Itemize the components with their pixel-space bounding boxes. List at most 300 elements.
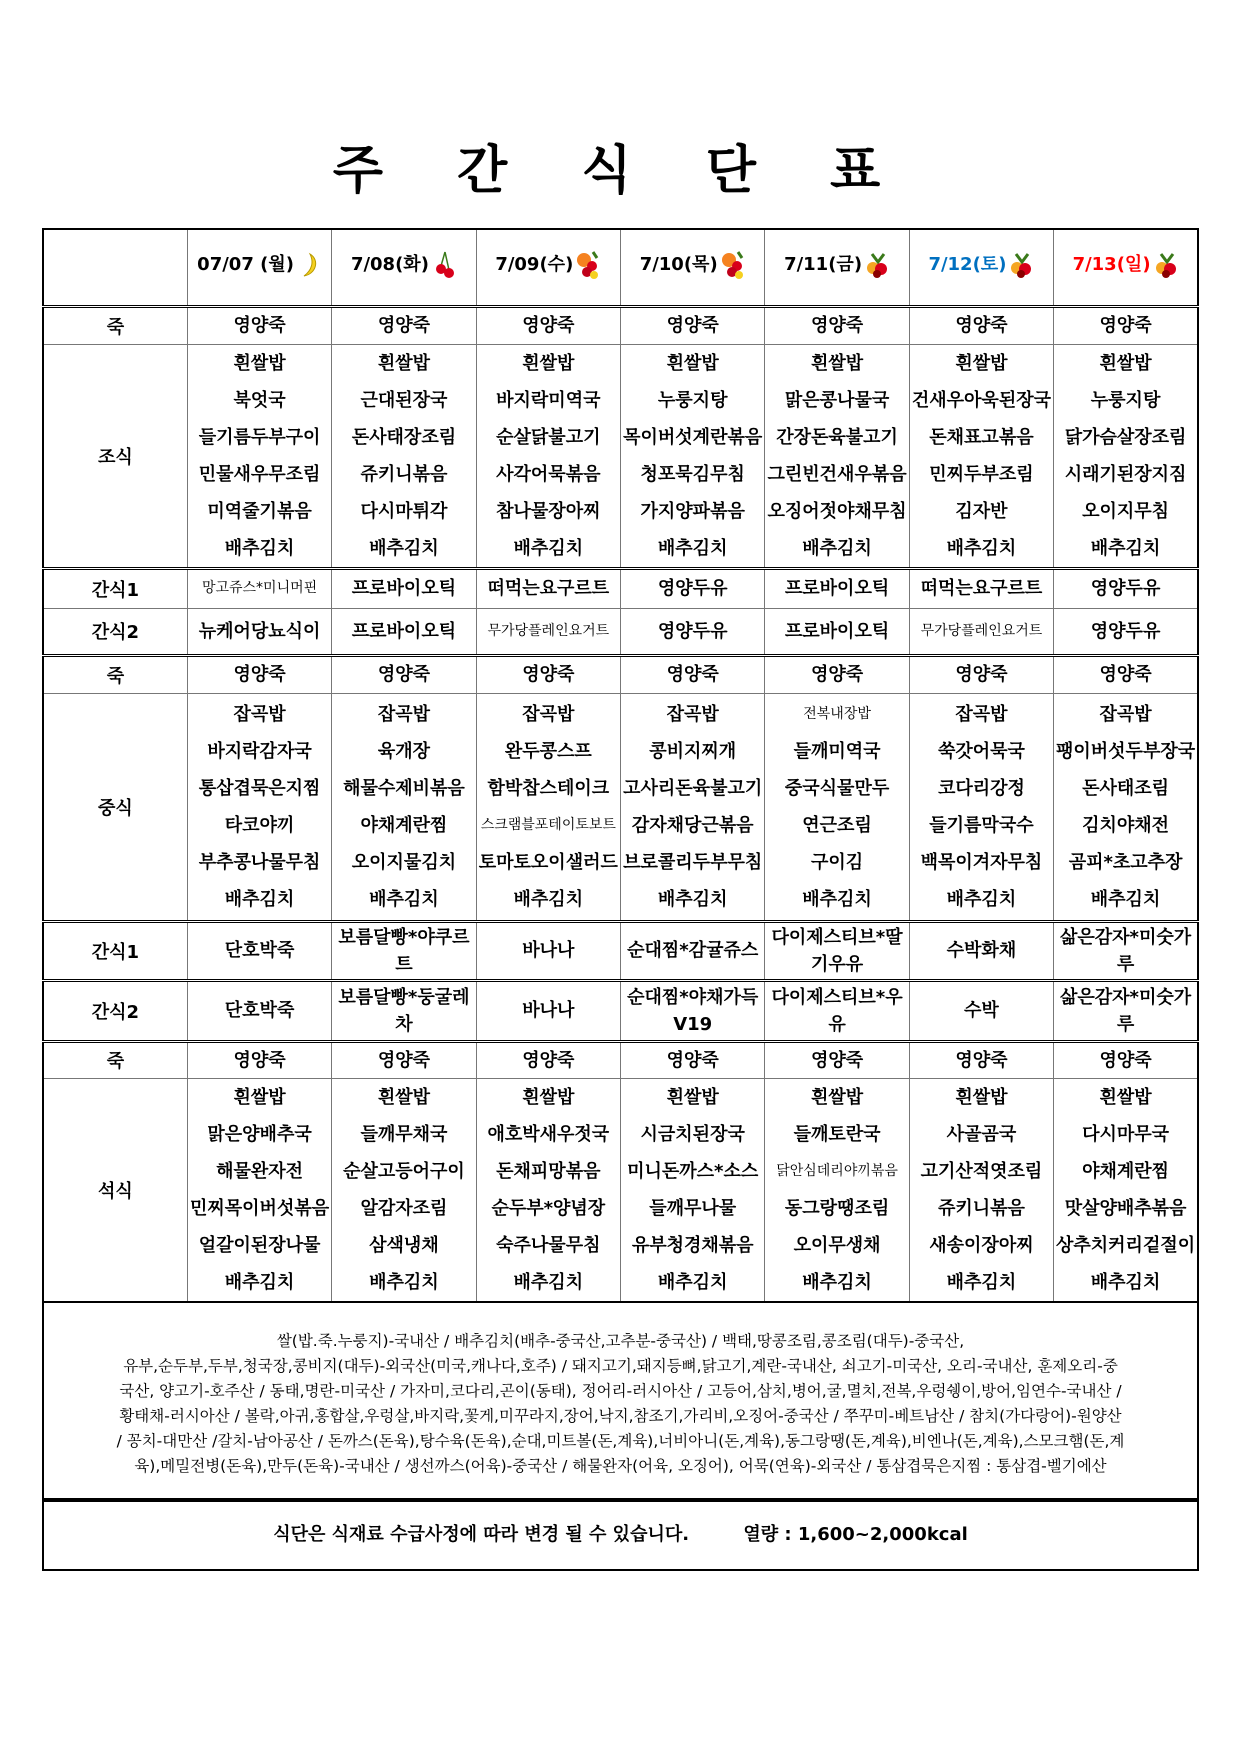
menu-cell bbox=[332, 344, 476, 568]
menu-item: 영양죽 bbox=[377, 664, 431, 685]
menu-item: 떠먹는요구르트 bbox=[920, 578, 1043, 599]
menu-item: 영양두유 bbox=[657, 578, 728, 599]
day-label: 7/09(수) bbox=[495, 253, 574, 275]
menu-item: 흰쌀밥 bbox=[1099, 352, 1152, 374]
menu-item: 들깨토란국 bbox=[793, 1123, 881, 1145]
menu-cell bbox=[909, 608, 1053, 655]
menu-item: 간장돈육불고기 bbox=[776, 426, 898, 448]
menu-item: 영양죽 bbox=[810, 315, 864, 336]
meal-row bbox=[43, 1078, 1198, 1302]
menu-item: 건새우아욱된장국 bbox=[911, 389, 1051, 411]
menu-item: 흰쌀밥 bbox=[377, 1086, 431, 1108]
menu-cell bbox=[332, 608, 476, 655]
menu-item: 배추김치 bbox=[513, 537, 584, 559]
menu-item: 애호박새우젓국 bbox=[487, 1123, 610, 1145]
menu-item: 다이제스티브*딸기우유 bbox=[771, 926, 903, 975]
menu-item: 잡곡밥 bbox=[522, 703, 575, 725]
fruit-wrap bbox=[575, 250, 601, 285]
menu-item: 영양죽 bbox=[522, 315, 575, 336]
menu-cell bbox=[332, 306, 476, 344]
menu-item: 돈사태장조림 bbox=[351, 426, 457, 448]
cherry-icon bbox=[431, 250, 457, 280]
weekly-menu-table bbox=[42, 228, 1199, 1303]
menu-item: 사각어묵볶음 bbox=[496, 463, 601, 485]
menu-item: 잡곡밥 bbox=[955, 703, 1008, 725]
menu-item: 들깨무나물 bbox=[649, 1197, 737, 1219]
menu-item: 잡곡밥 bbox=[666, 703, 719, 725]
menu-cell bbox=[1054, 568, 1198, 608]
menu-item: 영양죽 bbox=[666, 664, 719, 685]
menu-cell bbox=[476, 921, 620, 980]
menu-item: 삶은감자*미숫가루 bbox=[1059, 926, 1192, 975]
menu-item: 보름달빵*둥굴레차 bbox=[338, 986, 470, 1035]
menu-item: 고기산적엿조림 bbox=[920, 1160, 1043, 1182]
menu-item: 맑은양배추국 bbox=[207, 1123, 312, 1145]
meal-label: 조식 bbox=[43, 344, 187, 568]
fruit-basket-icon bbox=[720, 250, 746, 280]
menu-item: 북엇국 bbox=[233, 389, 286, 411]
menu-item: 배추김치 bbox=[946, 537, 1017, 559]
menu-cell bbox=[1054, 608, 1198, 655]
menu-item: 잡곡밥 bbox=[377, 703, 431, 725]
origin-line: 유부,순두부,두부,청국장,콩비지(대두)-외국산(미국,캐나다,호주) / 돼지고기,돼지등뼈,닭고기,계란-국내산, 쇠고기-미국산, 오리-국내산, 훈제오리-중 bbox=[123, 1357, 1118, 1375]
menu-item: 미니돈까스*소스 bbox=[627, 1160, 759, 1182]
menu-item: 완두콩스프 bbox=[504, 740, 592, 762]
menu-item: 오징어젓야채무침 bbox=[767, 500, 907, 522]
menu-cell bbox=[1054, 306, 1198, 344]
menu-item: 누룽지탕 bbox=[1090, 389, 1161, 411]
menu-item: 알감자조림 bbox=[360, 1197, 448, 1219]
menu-item: 프로바이오틱 bbox=[351, 620, 457, 642]
day-header bbox=[476, 229, 620, 306]
day-header bbox=[765, 229, 909, 306]
change-notice: 식단은 식재료 수급사정에 따라 변경 될 수 있습니다. bbox=[273, 1524, 690, 1545]
menu-item: 영양죽 bbox=[233, 315, 286, 336]
banana-icon bbox=[296, 250, 322, 280]
calorie-info: 열량 : 1,600~2,000kcal bbox=[743, 1524, 968, 1545]
menu-item: 순살고등어구이 bbox=[343, 1160, 465, 1182]
menu-item: 흰쌀밥 bbox=[955, 352, 1008, 374]
menu-item: 배추김치 bbox=[946, 1271, 1017, 1293]
menu-item: 쥬키니볶음 bbox=[360, 463, 448, 485]
menu-item: 육개장 bbox=[377, 740, 431, 762]
origin-line: 황태채-러시아산 / 볼락,아귀,홍합살,우렁살,바지락,꽃게,미꾸라지,장어,낙지,참조기,가리비,오징어-중국산 / 쭈꾸미-베트남산 / 참치(가다랑어)-원양산 bbox=[119, 1407, 1122, 1425]
menu-cell bbox=[1054, 655, 1198, 693]
menu-cell bbox=[621, 655, 765, 693]
meal-label: 간식1 bbox=[43, 921, 187, 980]
day-header bbox=[1054, 229, 1198, 306]
menu-item: 배추김치 bbox=[1090, 888, 1161, 910]
menu-cell bbox=[909, 693, 1053, 921]
menu-cell bbox=[476, 655, 620, 693]
menu-item: 미역줄기볶음 bbox=[207, 500, 312, 522]
menu-item: 참나물장아찌 bbox=[496, 500, 601, 522]
menu-item: 해물수제비볶음 bbox=[343, 777, 465, 799]
menu-item: 배추김치 bbox=[1090, 537, 1161, 559]
menu-cell bbox=[187, 921, 331, 980]
menu-item: 돈채피망볶음 bbox=[496, 1160, 601, 1182]
menu-item: 배추김치 bbox=[802, 537, 872, 559]
menu-item: 들깨무채국 bbox=[360, 1123, 448, 1145]
day-label: 07/07 (월) bbox=[197, 253, 294, 275]
menu-item: 청포묵김무침 bbox=[640, 463, 745, 485]
menu-cell bbox=[332, 1041, 476, 1078]
origin-notes bbox=[42, 1299, 1199, 1500]
menu-item: 삼색냉채 bbox=[369, 1234, 439, 1256]
menu-cell bbox=[187, 693, 331, 921]
menu-cell bbox=[1054, 1041, 1198, 1078]
fruit-wrap bbox=[1153, 250, 1179, 285]
menu-cell bbox=[187, 306, 331, 344]
menu-item: 배추김치 bbox=[224, 537, 295, 559]
menu-item: 브로콜리두부무침 bbox=[623, 851, 763, 873]
menu-item: 영양두유 bbox=[1090, 578, 1161, 599]
menu-item: 중국식물만두 bbox=[784, 777, 890, 799]
menu-cell bbox=[476, 568, 620, 608]
day-label: 7/10(목) bbox=[639, 253, 718, 275]
menu-item: 다시마튀각 bbox=[360, 500, 448, 522]
fruit-basket-icon bbox=[575, 250, 601, 280]
fruit-bowl-icon bbox=[1153, 250, 1179, 280]
menu-item: 민찌두부조림 bbox=[929, 463, 1034, 485]
menu-cell bbox=[765, 306, 909, 344]
menu-item: 시금치된장국 bbox=[640, 1123, 745, 1145]
menu-cell bbox=[1054, 693, 1198, 921]
menu-cell bbox=[476, 608, 620, 655]
menu-item: 맑은콩나물국 bbox=[784, 389, 890, 411]
menu-item: 배추김치 bbox=[657, 888, 728, 910]
menu-item: 스크램블포테이토보트 bbox=[480, 816, 616, 833]
menu-item: 바나나 bbox=[522, 1000, 575, 1021]
menu-item: 숙주나물무침 bbox=[496, 1234, 601, 1256]
menu-item: 시래기된장지짐 bbox=[1064, 463, 1187, 485]
menu-item: 배추김치 bbox=[513, 1271, 584, 1293]
menu-item: 김치야채전 bbox=[1082, 814, 1170, 836]
menu-item: 김자반 bbox=[955, 500, 1008, 522]
menu-item: 바지락미역국 bbox=[496, 389, 601, 411]
menu-item: 영양두유 bbox=[1090, 620, 1161, 642]
menu-item: 영양죽 bbox=[1099, 315, 1152, 336]
fruit-wrap bbox=[720, 250, 746, 285]
menu-item: 민찌목이버섯볶음 bbox=[190, 1197, 330, 1219]
menu-item: 영양죽 bbox=[377, 315, 431, 336]
menu-item: 프로바이오틱 bbox=[784, 620, 890, 642]
menu-cell bbox=[621, 1041, 765, 1078]
menu-item: 영양죽 bbox=[1099, 664, 1152, 685]
day-header bbox=[909, 229, 1053, 306]
menu-item: 들기름막국수 bbox=[929, 814, 1034, 836]
footer-bar bbox=[42, 1500, 1199, 1571]
origin-line: / 꽁치-대만산 /갈치-남아공산 / 돈까스(돈육),탕수육(돈육),순대,미트볼(돈,계육),너비아니(돈,계육),동그랑땡(돈,계육),비엔나(돈,계육),스모크햄(돈,계 bbox=[116, 1432, 1125, 1450]
menu-cell bbox=[765, 608, 909, 655]
menu-item: 순살닭불고기 bbox=[496, 426, 601, 448]
menu-item: 수박화채 bbox=[946, 940, 1017, 961]
menu-cell bbox=[765, 568, 909, 608]
menu-item: 들깨미역국 bbox=[793, 740, 881, 762]
menu-cell bbox=[909, 921, 1053, 980]
menu-item: 순대찜*감귤쥬스 bbox=[627, 940, 759, 961]
menu-item: 민물새우무조림 bbox=[198, 463, 321, 485]
menu-item: 순두부*양념장 bbox=[491, 1197, 606, 1219]
day-label: 7/11(금) bbox=[784, 253, 863, 275]
menu-cell bbox=[1054, 921, 1198, 980]
menu-item: 돈사태조림 bbox=[1082, 777, 1170, 799]
menu-item: 오이지물김치 bbox=[351, 851, 457, 873]
meal-label: 석식 bbox=[43, 1078, 187, 1302]
menu-cell bbox=[621, 980, 765, 1041]
fruit-wrap bbox=[296, 250, 322, 285]
menu-cell bbox=[476, 980, 620, 1041]
menu-cell bbox=[187, 344, 331, 568]
menu-item: 상추치커리겉절이 bbox=[1056, 1234, 1196, 1256]
menu-cell bbox=[621, 608, 765, 655]
menu-item: 영양두유 bbox=[657, 620, 728, 642]
menu-item: 곰피*초고추장 bbox=[1068, 851, 1183, 873]
meal-label: 간식2 bbox=[43, 980, 187, 1041]
menu-item: 영양죽 bbox=[810, 664, 864, 685]
fruit-wrap bbox=[1008, 250, 1034, 285]
menu-cell bbox=[621, 1078, 765, 1302]
menu-item: 배추김치 bbox=[369, 537, 439, 559]
menu-cell bbox=[332, 1078, 476, 1302]
meal-label: 중식 bbox=[43, 693, 187, 921]
menu-item: 영양죽 bbox=[955, 315, 1008, 336]
menu-cell bbox=[765, 980, 909, 1041]
menu-item: 영양죽 bbox=[233, 664, 286, 685]
menu-item: 영양죽 bbox=[810, 1049, 864, 1071]
menu-item: 흰쌀밥 bbox=[233, 352, 286, 374]
fruit-bowl-icon bbox=[864, 250, 890, 280]
corner-cell bbox=[43, 229, 187, 306]
origin-line: 국산, 양고기-호주산 / 동태,명란-미국산 / 가자미,코다리,곤이(동태), 정어리-러시아산 / 고등어,삼치,병어,굴,멸치,전복,우렁쉥이,방어,임연수-국내산 / bbox=[119, 1382, 1122, 1400]
menu-item: 영양죽 bbox=[233, 1049, 286, 1071]
menu-item: 순대찜*야채가득 V19 bbox=[627, 986, 759, 1035]
menu-cell bbox=[909, 1078, 1053, 1302]
fruit-bowl-icon bbox=[1008, 250, 1034, 280]
menu-item: 영양죽 bbox=[522, 1049, 575, 1071]
menu-cell bbox=[187, 608, 331, 655]
menu-item: 흰쌀밥 bbox=[233, 1086, 286, 1108]
menu-cell bbox=[476, 344, 620, 568]
menu-item: 프로바이오틱 bbox=[784, 578, 890, 599]
meal-row bbox=[43, 306, 1198, 344]
menu-item: 함박찹스테이크 bbox=[487, 777, 610, 799]
menu-item: 흰쌀밥 bbox=[377, 352, 431, 374]
menu-item: 돈채표고볶음 bbox=[929, 426, 1034, 448]
menu-item: 뉴케어당뇨식이 bbox=[198, 620, 321, 642]
menu-cell bbox=[1054, 1078, 1198, 1302]
menu-cell bbox=[476, 693, 620, 921]
menu-item: 백목이겨자무침 bbox=[920, 851, 1043, 873]
menu-cell bbox=[765, 1041, 909, 1078]
meal-row bbox=[43, 344, 1198, 568]
meal-label: 간식2 bbox=[43, 608, 187, 655]
menu-cell bbox=[621, 693, 765, 921]
menu-item: 토마토오이샐러드 bbox=[478, 851, 618, 873]
menu-item: 영양죽 bbox=[522, 664, 575, 685]
menu-item: 맛살양배추볶음 bbox=[1064, 1197, 1187, 1219]
menu-cell bbox=[1054, 344, 1198, 568]
menu-item: 배추김치 bbox=[1090, 1271, 1161, 1293]
menu-item: 근대된장국 bbox=[360, 389, 448, 411]
menu-cell bbox=[332, 921, 476, 980]
meal-label: 죽 bbox=[43, 1041, 187, 1078]
menu-item: 삶은감자*미숫가루 bbox=[1059, 986, 1192, 1035]
origin-line: 쌀(밥.죽.누룽지)-국내산 / 배추김치(배추-중국산,고추분-중국산) / 백태,땅콩조림,콩조림(대두)-중국산, bbox=[276, 1332, 965, 1350]
meal-row bbox=[43, 980, 1198, 1041]
menu-cell bbox=[332, 568, 476, 608]
day-header bbox=[332, 229, 476, 306]
menu-item: 바지락감자국 bbox=[207, 740, 312, 762]
menu-item: 배추김치 bbox=[657, 537, 728, 559]
menu-item: 배추김치 bbox=[657, 1271, 728, 1293]
menu-cell bbox=[332, 693, 476, 921]
menu-item: 전복내장밥 bbox=[803, 705, 871, 722]
menu-item: 배추김치 bbox=[369, 1271, 439, 1293]
meal-row bbox=[43, 655, 1198, 693]
meal-row bbox=[43, 608, 1198, 655]
menu-cell bbox=[765, 693, 909, 921]
menu-item: 배추김치 bbox=[802, 1271, 872, 1293]
menu-item: 흰쌀밥 bbox=[810, 352, 864, 374]
menu-item: 유부청경채볶음 bbox=[631, 1234, 754, 1256]
menu-cell bbox=[909, 980, 1053, 1041]
menu-item: 단호박죽 bbox=[224, 940, 295, 961]
meal-label: 죽 bbox=[43, 655, 187, 693]
menu-cell bbox=[187, 1041, 331, 1078]
menu-item: 흰쌀밥 bbox=[955, 1086, 1008, 1108]
menu-item: 무가당플레인요거트 bbox=[487, 622, 610, 639]
menu-item: 흰쌀밥 bbox=[666, 1086, 719, 1108]
header-row bbox=[43, 229, 1198, 306]
menu-item: 코다리강정 bbox=[937, 777, 1025, 799]
menu-item: 사골곰국 bbox=[946, 1123, 1017, 1145]
menu-item: 목이버섯계란볶음 bbox=[623, 426, 763, 448]
menu-item: 수박 bbox=[964, 1000, 999, 1021]
menu-cell bbox=[332, 980, 476, 1041]
menu-item: 누룽지탕 bbox=[657, 389, 728, 411]
menu-item: 망고쥬스*미니머핀 bbox=[201, 580, 318, 596]
page-title: 주 간 식 단 표 bbox=[332, 141, 909, 201]
menu-item: 연근조림 bbox=[802, 814, 872, 836]
meal-label: 죽 bbox=[43, 306, 187, 344]
menu-item: 다시마무국 bbox=[1082, 1123, 1170, 1145]
menu-cell bbox=[476, 1078, 620, 1302]
menu-item: 흰쌀밥 bbox=[522, 352, 575, 374]
menu-cell bbox=[765, 655, 909, 693]
menu-cell bbox=[909, 655, 1053, 693]
menu-item: 배추김치 bbox=[513, 888, 584, 910]
menu-cell bbox=[765, 921, 909, 980]
menu-item: 배추김치 bbox=[946, 888, 1017, 910]
menu-item: 동그랑땡조림 bbox=[784, 1197, 890, 1219]
menu-item: 부추콩나물무침 bbox=[198, 851, 321, 873]
menu-item: 떠먹는요구르트 bbox=[487, 578, 610, 599]
menu-item: 다이제스티브*우유 bbox=[771, 986, 903, 1035]
menu-cell bbox=[909, 306, 1053, 344]
menu-item: 콩비지찌개 bbox=[649, 740, 737, 762]
menu-item: 타코야끼 bbox=[224, 814, 295, 836]
menu-cell bbox=[187, 568, 331, 608]
menu-item: 영양죽 bbox=[1099, 1049, 1152, 1071]
menu-cell bbox=[909, 1041, 1053, 1078]
fruit-wrap bbox=[864, 250, 890, 285]
menu-cell bbox=[621, 921, 765, 980]
menu-item: 잡곡밥 bbox=[233, 703, 286, 725]
menu-cell bbox=[909, 568, 1053, 608]
menu-item: 영양죽 bbox=[955, 664, 1008, 685]
menu-item: 쑥갓어묵국 bbox=[937, 740, 1025, 762]
menu-item: 프로바이오틱 bbox=[351, 578, 457, 599]
menu-item: 구이김 bbox=[810, 851, 864, 873]
menu-item: 영양죽 bbox=[666, 315, 719, 336]
menu-item: 고사리돈육불고기 bbox=[623, 777, 763, 799]
menu-item: 그린빈건새우볶음 bbox=[767, 463, 907, 485]
menu-cell bbox=[332, 655, 476, 693]
menu-item: 흰쌀밥 bbox=[522, 1086, 575, 1108]
menu-item: 닭안심데리야끼볶음 bbox=[776, 1162, 898, 1179]
day-label: 7/12(토) bbox=[928, 253, 1007, 275]
meal-row bbox=[43, 568, 1198, 608]
fruit-wrap bbox=[431, 250, 457, 285]
menu-cell bbox=[1054, 980, 1198, 1041]
menu-item: 야채계란찜 bbox=[1082, 1160, 1170, 1182]
menu-cell bbox=[476, 1041, 620, 1078]
menu-item: 새송이장아찌 bbox=[929, 1234, 1034, 1256]
menu-item: 무가당플레인요거트 bbox=[920, 622, 1043, 639]
menu-cell bbox=[187, 1078, 331, 1302]
menu-item: 닭가슴살장조림 bbox=[1064, 426, 1187, 448]
menu-item: 배추김치 bbox=[224, 888, 295, 910]
menu-item: 가지양파볶음 bbox=[640, 500, 745, 522]
meal-row bbox=[43, 921, 1198, 980]
menu-item: 쥬키니볶음 bbox=[937, 1197, 1025, 1219]
origin-line: 육),메밀전병(돈육),만두(돈육)-국내산 / 생선까스(어육)-중국산 / 해물완자(어육, 오징어), 어묵(연육)-외국산 / 통삼겹묵은지찜 : 통삼겹-벨기에산 bbox=[134, 1457, 1107, 1475]
menu-cell bbox=[187, 980, 331, 1041]
menu-item: 감자채당근볶음 bbox=[631, 814, 754, 836]
menu-item: 오이무생채 bbox=[793, 1234, 881, 1256]
menu-cell bbox=[621, 306, 765, 344]
menu-item: 들기름두부구이 bbox=[198, 426, 321, 448]
menu-item: 통삽겹묵은지찜 bbox=[198, 777, 321, 799]
menu-item: 영양죽 bbox=[955, 1049, 1008, 1071]
menu-item: 배추김치 bbox=[369, 888, 439, 910]
menu-cell bbox=[909, 344, 1053, 568]
meal-label: 간식1 bbox=[43, 568, 187, 608]
menu-item: 팽이버섯두부장국 bbox=[1056, 740, 1196, 762]
menu-cell bbox=[621, 344, 765, 568]
menu-item: 해물완자전 bbox=[216, 1160, 304, 1182]
menu-item: 배추김치 bbox=[802, 888, 872, 910]
menu-item: 보름달빵*야쿠르트 bbox=[338, 926, 470, 975]
menu-item: 바나나 bbox=[522, 940, 575, 961]
menu-item: 야채계란찜 bbox=[360, 814, 448, 836]
day-header bbox=[187, 229, 331, 306]
menu-item: 배추김치 bbox=[224, 1271, 295, 1293]
day-header bbox=[621, 229, 765, 306]
meal-row bbox=[43, 693, 1198, 921]
menu-item: 영양죽 bbox=[377, 1049, 431, 1071]
menu-item: 영양죽 bbox=[666, 1049, 719, 1071]
menu-item: 얼갈이된장나물 bbox=[198, 1234, 321, 1256]
menu-cell bbox=[765, 344, 909, 568]
menu-item: 흰쌀밥 bbox=[810, 1086, 864, 1108]
menu-cell bbox=[765, 1078, 909, 1302]
menu-item: 단호박죽 bbox=[224, 1000, 295, 1021]
meal-row bbox=[43, 1041, 1198, 1078]
day-label: 7/13(일) bbox=[1072, 253, 1151, 275]
menu-cell bbox=[476, 306, 620, 344]
